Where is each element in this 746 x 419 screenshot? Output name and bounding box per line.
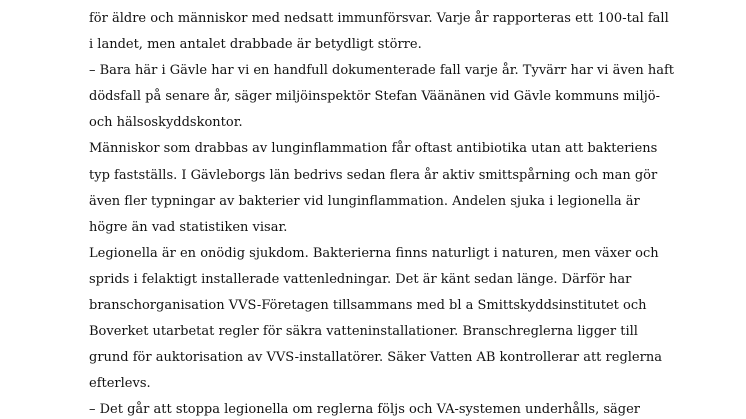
text-line: och hälsoskyddskontor.	[89, 115, 243, 131]
text-line: även fler typningar av bakterier vid lunginflammation. Andelen sjuka i legionella är	[89, 193, 640, 209]
text-line: efterlevs.	[89, 376, 151, 392]
text-line: grund för auktorisation av VVS-installatörer. Säker Vatten AB kontrollerar att reglerna	[89, 350, 662, 366]
text-line: – Bara här i Gävle har vi en handfull dokumenterade fall varje år. Tyvärr har vi även haft	[89, 63, 675, 79]
text-line: sprids i felaktigt installerade vattenledningar. Det är känt sedan länge. Därför har	[89, 271, 632, 287]
text-line: dödsfall på senare år, säger miljöinspektör Stefan Väänänen vid Gävle kommuns miljö-	[89, 89, 660, 105]
text-line: Boverket utarbetat regler för säkra vatteninstallationer. Branschreglerna ligger till	[89, 324, 638, 340]
text-line: för äldre och människor med nedsatt immunförsvar. Varje år rapporteras ett 100-tal fall	[89, 11, 669, 26]
text-line: branschorganisation VVS-Företagen tillsammans med bl a Smittskyddsinstitutet och	[89, 298, 647, 314]
text-line: Legionella är en onödig sjukdom. Bakterierna finns naturligt i naturen, men växer och	[89, 245, 659, 261]
text-line: typ fastställs. I Gävleborgs län bedrivs sedan flera år aktiv smittspårning och man gör	[89, 167, 658, 183]
text-line: högre än vad statistiken visar.	[89, 219, 288, 235]
text-line: – Det går att stoppa legionella om reglerna följs och VA-systemen underhålls, säger	[89, 402, 641, 418]
text-line: i landet, men antalet drabbade är betydligt större.	[89, 37, 422, 53]
article-body-text	[89, 6, 689, 419]
text-line: Människor som drabbas av lunginflammation får oftast antibiotika utan att bakteriens	[89, 141, 658, 157]
